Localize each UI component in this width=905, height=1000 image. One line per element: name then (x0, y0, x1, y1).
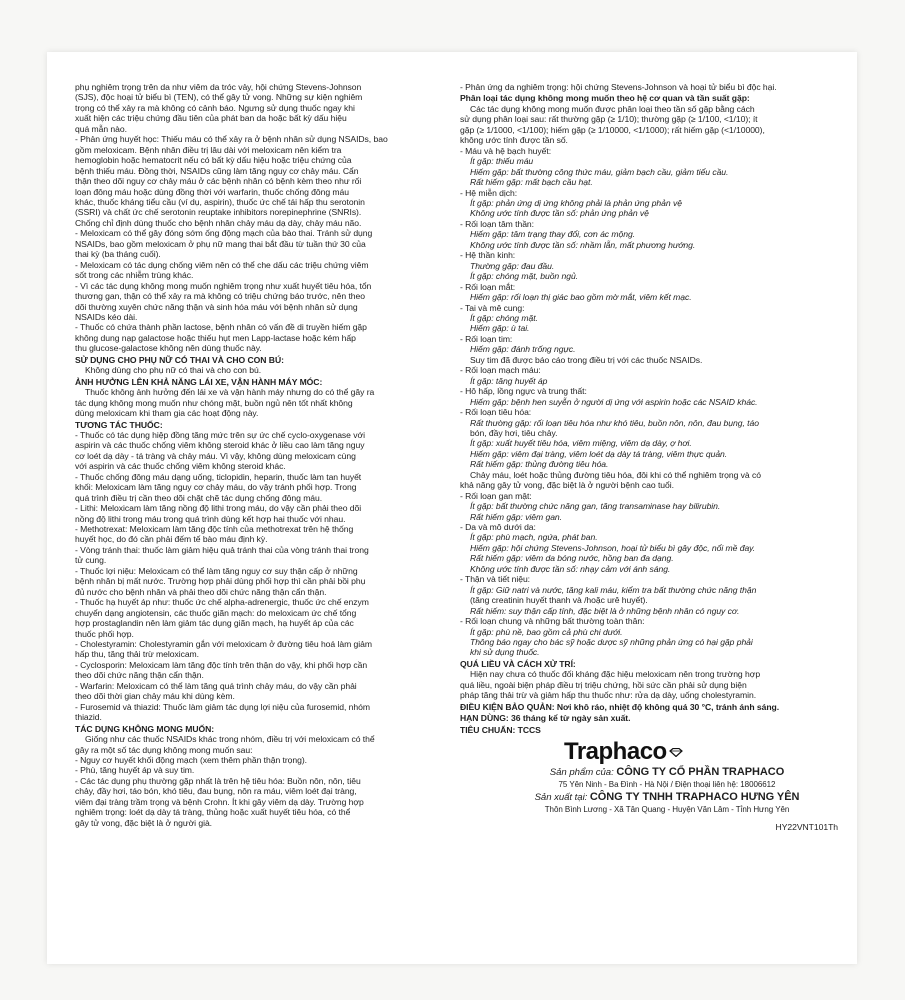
right-text-line: không ước tính được tần số. (460, 135, 568, 146)
left-text-line: dùng meloxicam khi tham gia các hoạt động này. (75, 408, 259, 419)
left-text-line: thuốc phối hợp. (75, 628, 134, 639)
right-text-line: Ít gặp: chóng mặt. (470, 312, 538, 323)
right-text-line: sử dụng phân loại sau: rất thường gặp (≥ 1/10); thường gặp (≥ 1/100, <1/10); ít (460, 114, 758, 125)
right-text-line: - Phản ứng da nghiêm trọng: hội chứng Stevens-Johnson và hoại tử biểu bì độc hại. (460, 82, 777, 92)
right-text-line: - Rối loạn gan mật: (460, 490, 532, 501)
left-text-line: xuất hiện các triệu chứng đầu tiên của phát ban da hoặc bất kỳ dấu hiệu (75, 113, 347, 124)
right-text-line: quá liều, ngoài biện pháp điều trị triệu chứng, hồi sức cần phải sử dụng biện (460, 679, 747, 690)
produced-label: Sản phẩm của: (549, 766, 614, 778)
left-text-line: ẢNH HƯỞNG LÊN KHẢ NĂNG LÁI XE, VẬN HÀNH MÁY MÓC: (75, 376, 323, 387)
right-text-line: - Rối loạn tâm thần: (460, 218, 534, 229)
right-text-line: Hiếm gặp: đánh trống ngực. (470, 344, 576, 355)
left-text-line: cơ loét dạ dày - tá tràng và chảy máu. Vì vậy, không dùng meloxicam cùng (75, 450, 356, 461)
left-text-line: - Nguy cơ huyết khối động mạch (xem thêm phần thận trọng). (75, 755, 308, 765)
right-text-line: Rất hiếm gặp: viêm gan. (470, 511, 562, 522)
left-text-line: thu glucose-galactose không nên dùng thuốc này. (75, 343, 262, 354)
left-text-line: quá mẫn nào. (75, 123, 127, 134)
right-text-line: (tăng creatinin huyết thanh và /hoặc urê huyết). (470, 595, 648, 606)
left-text-line: hemoglobin hoặc hematocrit nếu có bất kỳ dấu hiệu hoặc triệu chứng của (75, 155, 352, 166)
left-text-line: thận theo dõi nguy cơ chảy máu ở các bệnh nhân có bệnh kèm theo như rối (75, 176, 362, 187)
left-text-line: dõi thường xuyên chức năng thận và sinh hóa máu với bệnh nhân sử dụng (75, 301, 358, 312)
traphaco-logo (564, 738, 844, 766)
left-text-line: viêm đại tràng trầm trọng và bệnh Crohn. Ít khi gây viêm dạ dày. Trường hợp (75, 796, 364, 807)
left-text-line: - Warfarin: Meloxicam có thể làm tăng quá trình chảy máu, do vậy cần phải (75, 680, 357, 691)
right-text-line: Không ước tính được tần số: nhầm lẫn, mất phương hướng. (470, 239, 696, 250)
made-address: Thôn Bình Lương - Xã Tân Quang - Huyện Văn Lâm - Tỉnh Hưng Yên (544, 804, 790, 814)
left-text-line: - Thuốc có chứa thành phần lactose, bệnh nhân có vấn đề di truyền hiếm gặp (75, 322, 367, 333)
right-text-line: Ít gặp: bất thường chức năng gan, tăng transaminase hay bilirubin. (470, 501, 721, 512)
left-text-line: nồng độ lithi trong máu trong quá trình dùng kết hợp hai thuốc với nhau. (75, 513, 346, 524)
right-text-line: Ít gặp: chóng mặt, buồn ngủ. (470, 271, 579, 282)
right-text-line: - Rối loạn mạch máu: (460, 365, 541, 376)
left-text-line: - Thuốc chống đông máu dạng uống, ticlopidin, heparin, thuốc làm tan huyết (75, 471, 362, 482)
left-text-line: hợp prostaglandin nên làm giảm tác dụng giãn mạch, hạ huyết áp của các (75, 618, 354, 629)
right-text-line: - Hô hấp, lồng ngực và trung thất: (460, 386, 587, 397)
right-text-line: Suy tim đã được báo cáo trong điều trị với các thuốc NSAIDs. (470, 354, 703, 365)
right-text-line: Hiếm gặp: rối loạn thị giác bao gồm mờ mắt, viêm kết mạc. (470, 292, 692, 303)
left-text-line: - Thuốc hạ huyết áp như: thuốc ức chế alpha-adrenergic, thuốc ức chế enzym (75, 597, 369, 608)
left-text-line: không dung nạp galactose hoặc thiếu hụt men Lapp-lactase hoặc kém hấp (75, 332, 356, 343)
left-text-line: - Thuốc lợi niệu: Meloxicam có thể làm tăng nguy cơ suy thận cấp ở những (75, 565, 358, 576)
made-label: Sản xuất tại: (534, 791, 588, 803)
left-text-line: đủ nước cho bệnh nhân và phải theo dõi chức năng thận cẩn thận. (75, 586, 327, 597)
left-text-line: NSAIDs, bao gồm meloxicam ở phụ nữ mang thai bắt đầu từ tuần thứ 30 của (75, 238, 366, 249)
right-text-line: Hiếm gặp: tâm trạng thay đổi, cơn ác mộng. (470, 229, 636, 240)
left-text-line: - Thuốc có tác dụng hiệp đồng tăng mức trên sự ức chế cyclo-oxygenase với (75, 429, 365, 440)
left-text-line: khác, thuốc kháng tiểu cầu (ví dụ, aspirin), thuốc ức chế tái hấp thu serotonin (75, 196, 365, 207)
left-text-line: - Cholestyramin: Cholestyramin gắn với meloxicam ở đường tiêu hoá làm giảm (75, 639, 372, 650)
left-text-line: SỬ DỤNG CHO PHỤ NỮ CÓ THAI VÀ CHO CON BÚ: (75, 354, 284, 365)
left-text-line: (SJS), độc hoại tử biểu bì (TEN), có thể gây tử vong. Những sự kiện nghiêm (75, 92, 363, 103)
right-text-line: Hiếm gặp: bệnh hen suyễn ở người dị ứng với aspirin hoặc các NSAID khác. (470, 396, 758, 407)
right-text-line: khi sử dụng thuốc. (470, 647, 540, 658)
right-text-line: HẠN DÙNG: 36 tháng kể từ ngày sản xuất. (460, 713, 631, 724)
left-text-line: với aspirin và các thuốc chống viêm không steroid khác. (75, 461, 286, 472)
left-text-line: quá trình điều trị cần theo dõi chặt chẽ tác dụng chống đông máu. (75, 492, 323, 503)
right-text-line: Rất hiếm gặp: thủng đường tiêu hóa. (470, 459, 609, 470)
left-column (75, 82, 453, 828)
right-column (460, 82, 844, 832)
right-text-line: Không ước tính được tần số: nhạy cảm với ánh sáng. (470, 563, 671, 574)
left-text-line: loạn đông máu hoặc dùng đồng thời với warfarin, thuốc chống đông máu (75, 186, 349, 197)
left-text-line: khối: Meloxicam làm tăng nguy cơ chảy máu, do vậy tránh phối hợp. Trong (75, 482, 357, 493)
right-text-line: Các tác dụng không mong muốn được phân loại theo tần số gặp bằng cách (470, 103, 755, 114)
produced-address: 75 Yên Ninh - Ba Đình - Hà Nội / Điện thoại liên hệ: 18006612 (558, 779, 776, 789)
left-text-line: TÁC DỤNG KHÔNG MONG MUỐN: (75, 723, 215, 734)
left-text-line: aspirin và các thuốc chống viêm không steroid khác ở liều cao làm tăng nguy (75, 440, 365, 451)
right-text-line: - Rối loạn chung và những bất thường toàn thân: (460, 616, 645, 627)
left-text-line: - Các tác dụng phụ thường gặp nhất là trên hệ tiêu hóa: Buồn nôn, nôn, tiêu (75, 775, 361, 786)
left-text-line: - Phản ứng huyết học: Thiếu máu có thể xảy ra ở bệnh nhân sử dụng NSAIDs, bao (75, 134, 388, 145)
right-text-line: Rất thường gặp: rối loạn tiêu hóa như khó tiêu, buồn nôn, nôn, đau bụng, táo (470, 417, 759, 428)
left-text-line: Giống như các thuốc NSAIDs khác trong nhóm, điều trị với meloxicam có thể (85, 734, 375, 745)
left-text-line: nghiêm trọng: loét dạ dày tá tràng, thủng hoặc xuất huyết tiêu hóa, có thể (75, 807, 351, 818)
right-text-line: Ít gặp: phù nề, bao gồm cả phù chi dưới. (470, 626, 623, 637)
left-text-line: hấp thu, tăng thải trừ meloxicam. (75, 649, 200, 660)
footer (460, 738, 844, 832)
right-text-line: gặp (≥ 1/1000, <1/100); hiếm gặp (≥ 1/10000, <1/1000); rất hiếm gặp (<1/10000), (460, 124, 765, 135)
left-text-line: chuyển dạng angiotensin, các thuốc giãn mạch: do meloxicam ức chế tổng (75, 607, 357, 618)
left-text-line: - Vòng tránh thai: thuốc làm giảm hiệu quả tránh thai của vòng tránh thai trong (75, 544, 369, 555)
left-text-line: - Meloxicam có tác dụng chống viêm nên có thể che dấu các triệu chứng viêm (75, 259, 369, 270)
right-text-line: Hiện nay chưa có thuốc đối kháng đặc hiệu meloxicam nên trong trường hợp (470, 669, 761, 680)
left-text-line: phụ nghiêm trọng trên da như viêm da tróc vảy, hội chứng Stevens-Johnson (75, 82, 362, 92)
leaflet-sheet (47, 52, 857, 964)
left-text-line: tử cung. (75, 555, 107, 566)
left-text-line: bệnh thiếu máu. Đồng thời, NSAIDs cũng làm tăng nguy cơ chảy máu. Cẩn (75, 165, 359, 176)
left-text-line: - Lithi: Meloxicam làm tăng nồng độ lithi trong máu, do vậy cần phải theo dõi (75, 503, 362, 514)
right-text-line: - Tai và mê cung: (460, 302, 525, 313)
right-text-line: - Rối loạn tim: (460, 333, 513, 344)
left-text-line: theo dõi thời gian chảy máu khi dùng kèm. (75, 691, 235, 702)
left-text-line: theo dõi chức năng thận cẩn thận. (75, 670, 204, 681)
left-text-line: gây tử vong, đặc biệt là ở người già. (75, 817, 213, 828)
left-text-line: - Vì các tác dụng không mong muốn nghiêm trọng như xuất huyết tiêu hóa, tổn (75, 280, 372, 291)
left-text-line: chảy, đầy hơi, táo bón, khó tiêu, đau bụng, nôn ra máu, viêm loét đại tràng, (75, 786, 357, 797)
left-text-line: sốt trong các nhiễm trùng khác. (75, 270, 194, 281)
left-text-line: tác dụng không mong muốn như chóng mặt, buồn ngủ nên tốt nhất không (75, 397, 353, 408)
right-text-line: Hiếm gặp: hội chứng Stevens-Johnson, hoại tử biểu bì gây độc, nổi mề đay. (470, 542, 756, 553)
produced-company: CÔNG TY CỔ PHẦN TRAPHACO (616, 765, 785, 778)
left-text-line: thai kỳ (ba tháng cuối). (75, 249, 161, 260)
right-text-line: - Máu và hệ bạch huyết: (460, 145, 552, 156)
right-text-line: Rất hiếm gặp: viêm da bóng nước, hồng ban đa dạng. (470, 553, 674, 564)
left-text-line: Chống chỉ định dùng thuốc cho bệnh nhân chảy máu dạ dày, chảy máu não. (75, 217, 362, 228)
left-text-line: Không dùng cho phụ nữ có thai và cho con bú. (85, 365, 262, 376)
right-text-line: Không ước tính được tần số: phản ứng phản vệ (470, 208, 649, 219)
right-text-line: Hiếm gặp: bất thường công thức máu, giảm bạch cầu, giảm tiểu cầu. (470, 166, 729, 177)
right-text-line: - Thận và tiết niệu: (460, 574, 531, 585)
left-text-line: - Furosemid và thiazid: Thuốc làm giảm tác dụng lợi niệu của furosemid, nhóm (75, 701, 370, 712)
right-text-line: Ít gặp: phản ứng dị ứng không phải là phản ứng phản vệ (470, 197, 682, 208)
left-text-line: gồm meloxicam. Bệnh nhân điều trị lâu dài với meloxicam nên kiểm tra (75, 144, 342, 155)
left-text-line: thương gan, thận có thể xảy ra mà không có triệu chứng báo trước, nên theo (75, 291, 365, 302)
right-text-line: - Hệ miễn dịch: (460, 187, 518, 198)
left-text-line: - Methotrexat: Meloxicam làm tăng độc tính của methotrexat trên hệ thống (75, 524, 354, 535)
right-text-line: Rất hiếm: suy thận cấp tính, đặc biệt là ở những bệnh nhân có nguy cơ. (470, 605, 740, 616)
right-text-line: - Rối loạn tiêu hóa: (460, 407, 532, 418)
manufacturer-info (460, 766, 844, 816)
right-text-line: - Hệ thần kinh: (460, 250, 516, 261)
right-text-line: Thường gặp: đau đầu. (470, 260, 555, 271)
right-text-line: Hiếm gặp: viêm đại tràng, viêm loét dạ dày tá tràng, viêm thực quản. (470, 448, 728, 459)
left-text-line: TƯƠNG TÁC THUỐC: (75, 419, 163, 430)
right-text-line: bón, đầy hơi, tiêu chảy. (470, 427, 558, 438)
left-text-line: trọng có thể xảy ra mà không có cảnh báo. Ngưng sử dụng thuốc ngay khi (75, 102, 355, 113)
right-text-line: khả năng gây tử vong, đặc biệt là ở người bệnh cao tuổi. (460, 480, 674, 491)
right-text-line: ĐIỀU KIỆN BẢO QUẢN: Nơi khô ráo, nhiệt độ không quá 30 °C, tránh ánh sáng. (460, 701, 780, 712)
document-code: HY22VNT101Th (775, 821, 838, 832)
right-text-line: Ít gặp: Giữ natri và nước, tăng kali máu, kiểm tra bất thường chức năng thận (470, 584, 757, 595)
right-text-line: Ít gặp: tăng huyết áp (470, 375, 548, 386)
diamond-icon (669, 748, 683, 757)
left-text-line: NSAIDs kéo dài. (75, 311, 138, 322)
right-text-line: Ít gặp: phù mạch, ngứa, phát ban. (470, 532, 598, 543)
right-text-line: - Da và mô dưới da: (460, 522, 536, 533)
right-text-line: - Rối loạn mắt: (460, 281, 516, 292)
right-text-line: TIÊU CHUẨN: TCCS (460, 724, 541, 735)
left-text-line: bệnh nhân bị mất nước. Trường hợp phải dùng phối hợp thì cần phải bồi phụ (75, 576, 366, 587)
left-text-line: gây ra một số tác dụng không mong muốn sau: (75, 744, 253, 755)
brand-name: Traphaco (564, 738, 667, 766)
right-text-line: Thông báo ngay cho bác sỹ hoặc dược sỹ những phản ứng có hại gặp phải (470, 637, 753, 648)
left-text-line: Thuốc không ảnh hưởng đến lái xe và vận hành máy nhưng do có thể gây ra (85, 387, 375, 398)
left-text-line: huyết học, do đó cần phải đếm tế bào máu định kỳ. (75, 534, 268, 545)
left-text-line: - Cyclosporin: Meloxicam làm tăng độc tính trên thận do vậy, khi phối hợp cần (75, 659, 368, 670)
right-text-line: pháp tăng thải trừ và giảm hấp thu thuốc như: rửa dạ dày, uống cholestyramin. (460, 690, 757, 701)
right-text-line: Rất hiếm gặp: mất bạch cầu hạt. (470, 177, 593, 188)
right-text-line: QUÁ LIỀU VÀ CÁCH XỬ TRÍ: (460, 658, 576, 669)
left-text-line: (SSRI) và chất ức chế serotonin reuptake inhibitors norepinephrine (SNRIs). (75, 207, 362, 218)
right-text-line: Phân loại tác dụng không mong muốn theo hệ cơ quan và tần suất gặp: (460, 93, 750, 104)
left-text-line: thiazid. (75, 712, 102, 723)
right-text-line: Chảy máu, loét hoặc thủng đường tiêu hóa, đôi khi có thể nghiêm trọng và có (470, 469, 761, 480)
left-text-line: - Meloxicam có thể gây đóng sớm ống động mạch của bào thai. Tránh sử dụng (75, 228, 373, 239)
made-company: CÔNG TY TNHH TRAPHACO HƯNG YÊN (589, 790, 800, 803)
right-text-line: Hiếm gặp: ù tai. (470, 323, 530, 334)
left-text-line: - Phù, tăng huyết áp và suy tim. (75, 765, 195, 776)
right-text-line: Ít gặp: xuất huyết tiêu hóa, viêm miệng, viêm dạ dày, ợ hơi. (470, 438, 692, 449)
right-text-line: Ít gặp: thiếu máu (470, 156, 534, 167)
